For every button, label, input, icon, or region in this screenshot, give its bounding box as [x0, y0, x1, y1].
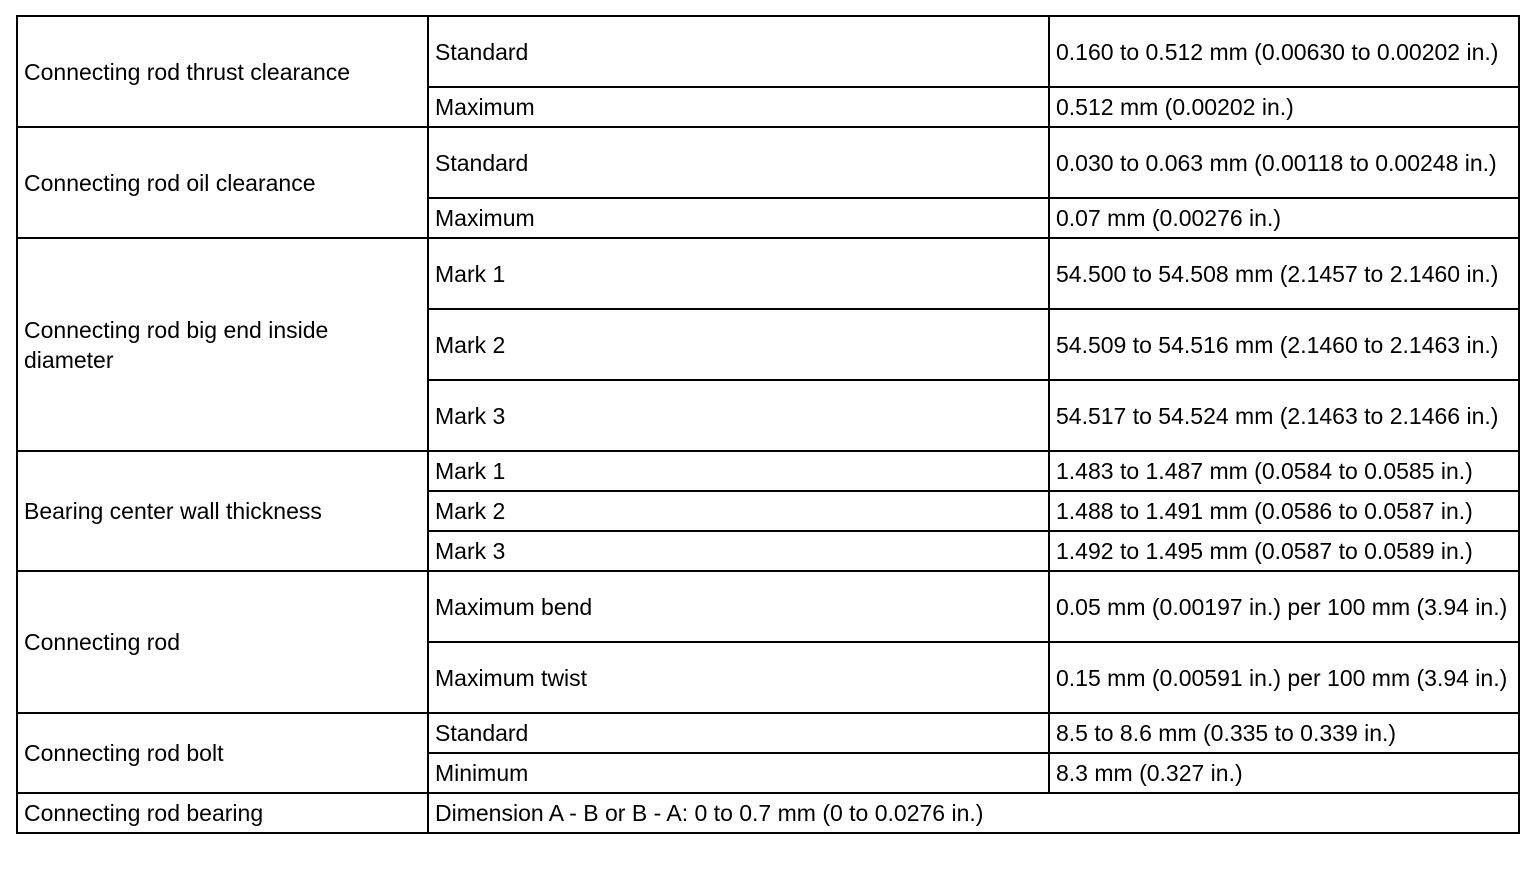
value-cell: 0.512 mm (0.00202 in.): [1049, 87, 1519, 127]
value-cell: 1.483 to 1.487 mm (0.0584 to 0.0585 in.): [1049, 451, 1519, 491]
table-row: [17, 793, 1519, 833]
sub-item-cell: Mark 2: [428, 491, 1049, 531]
table-row: [17, 451, 1519, 491]
spec-cell: Dimension A - B or B - A: 0 to 0.7 mm (0 to 0.0276 in.): [428, 793, 1519, 833]
sub-item-cell: Maximum bend: [428, 571, 1049, 642]
table-row: [17, 713, 1519, 753]
item-cell: Connecting rod oil clearance: [17, 127, 428, 238]
sub-item-cell: Standard: [428, 16, 1049, 87]
value-cell: 8.5 to 8.6 mm (0.335 to 0.339 in.): [1049, 713, 1519, 753]
value-cell: 8.3 mm (0.327 in.): [1049, 753, 1519, 793]
item-cell: Connecting rod bolt: [17, 713, 428, 793]
item-cell: Connecting rod: [17, 571, 428, 713]
item-cell: Bearing center wall thickness: [17, 451, 428, 571]
item-cell: Connecting rod bearing: [17, 793, 428, 833]
sub-item-cell: Maximum twist: [428, 642, 1049, 713]
sub-item-cell: Minimum: [428, 753, 1049, 793]
sub-item-cell: Standard: [428, 713, 1049, 753]
table-row: [17, 571, 1519, 642]
value-cell: 54.500 to 54.508 mm (2.1457 to 2.1460 in.): [1049, 238, 1519, 309]
sub-item-cell: Standard: [428, 127, 1049, 198]
value-cell: 54.509 to 54.516 mm (2.1460 to 2.1463 in.): [1049, 309, 1519, 380]
value-cell: 1.492 to 1.495 mm (0.0587 to 0.0589 in.): [1049, 531, 1519, 571]
value-cell: 0.05 mm (0.00197 in.) per 100 mm (3.94 in.): [1049, 571, 1519, 642]
sub-item-cell: Maximum: [428, 87, 1049, 127]
sub-item-cell: Mark 1: [428, 238, 1049, 309]
item-cell: Connecting rod big end inside diameter: [17, 238, 428, 451]
value-cell: 0.15 mm (0.00591 in.) per 100 mm (3.94 in.): [1049, 642, 1519, 713]
table-row: [17, 127, 1519, 198]
sub-item-cell: Mark 2: [428, 309, 1049, 380]
table-row: [17, 16, 1519, 87]
spec-table: [16, 15, 1520, 834]
value-cell: 0.07 mm (0.00276 in.): [1049, 198, 1519, 238]
value-cell: 0.160 to 0.512 mm (0.00630 to 0.00202 in.): [1049, 16, 1519, 87]
sub-item-cell: Mark 3: [428, 531, 1049, 571]
item-cell: Connecting rod thrust clearance: [17, 16, 428, 127]
value-cell: 54.517 to 54.524 mm (2.1463 to 2.1466 in.): [1049, 380, 1519, 451]
table-row: [17, 238, 1519, 309]
value-cell: 1.488 to 1.491 mm (0.0586 to 0.0587 in.): [1049, 491, 1519, 531]
sub-item-cell: Mark 1: [428, 451, 1049, 491]
value-cell: 0.030 to 0.063 mm (0.00118 to 0.00248 in.): [1049, 127, 1519, 198]
sub-item-cell: Mark 3: [428, 380, 1049, 451]
sub-item-cell: Maximum: [428, 198, 1049, 238]
